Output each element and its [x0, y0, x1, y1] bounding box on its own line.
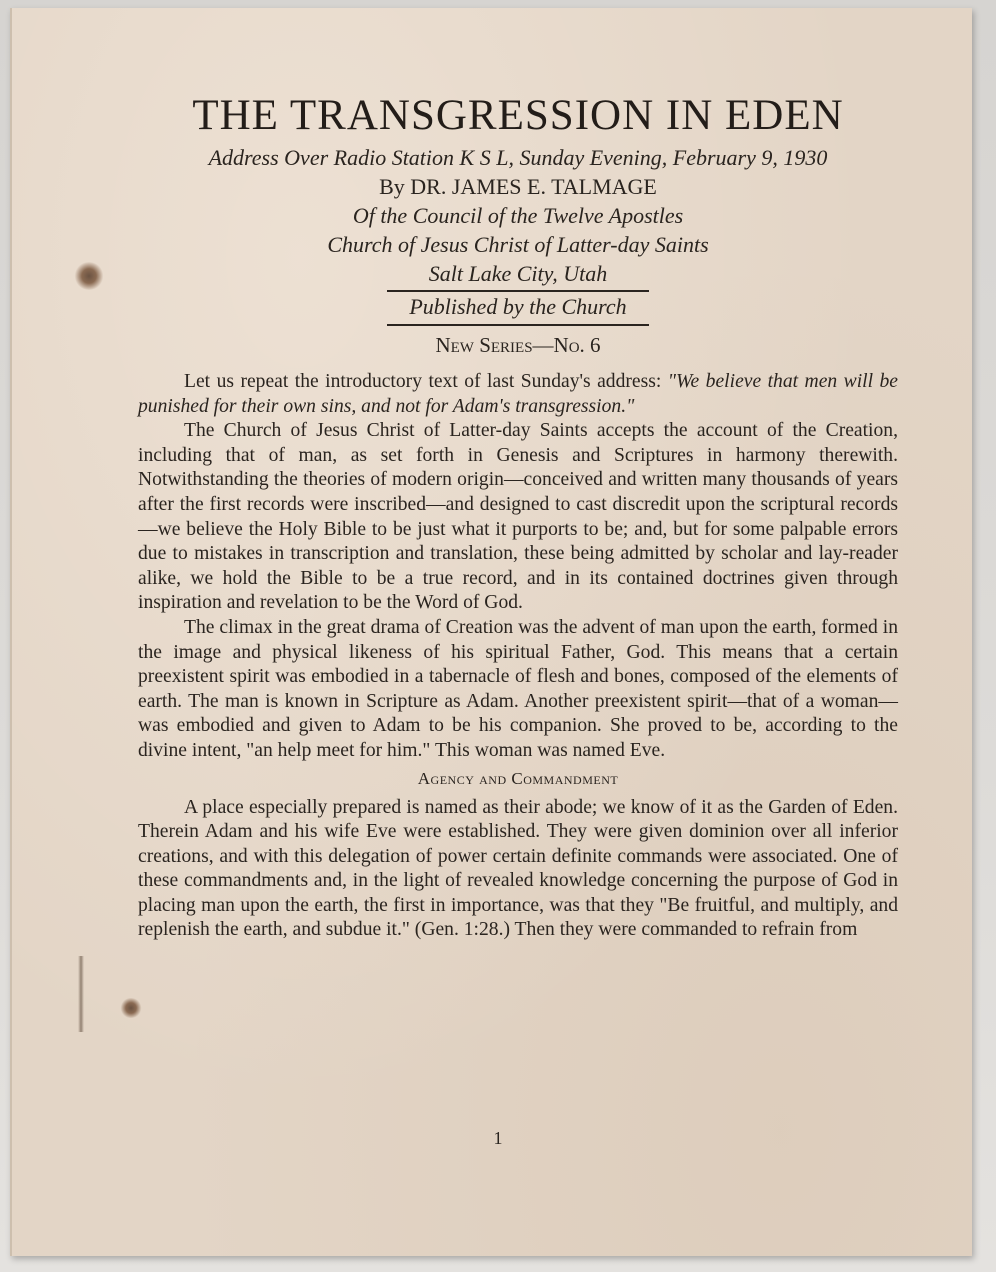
location: Salt Lake City, Utah — [428, 261, 608, 286]
paragraph-climax-of-creation: The climax in the great drama of Creation was the advent of man upon the earth, formed in the image and physical likeness of his spiritual Father, God. This means that a certain preexistent spirit was embodied in a tabernacle of flesh and bones, composed of the elements of earth. The man is known in Scripture as Adam. Another preexistent spirit—that of a woman—was embodied and given to Adam to be his companion. She proved to be, according to the divine intent, "an help meet for him." This woman was named Eve. — [138, 616, 898, 761]
page-number: 1 — [493, 1128, 503, 1148]
author-line — [138, 172, 898, 201]
church-name: Church of Jesus Christ of Latter-day Saints — [327, 232, 709, 257]
address-subtitle: Address Over Radio Station K S L, Sunday Evening, February 9, 1930 — [208, 145, 828, 170]
intro-text: Let us repeat the introductory text of last Sunday's address: — [184, 371, 668, 392]
paragraph-intro — [138, 370, 898, 419]
document-title: THE TRANSGRESSION IN EDEN — [192, 92, 844, 139]
section-heading: Agency and Commandment — [417, 768, 619, 788]
paragraph-garden-of-eden: A place especially prepared is named as their abode; we know of it as the Garden of Eden. Therein Adam and his wife Eve were established. They were given dominion over all inferior creations, and with this delegation of power certain definite commands were associated. One of these commandments and, in the light of revealed knowledge concerning the purpose of God in placing man upon the earth, the first in importance, was that they "Be fruitful, and multiply, and replenish the earth, and subdue it." (Gen. 1:28.) Then they were commanded to refrain from — [138, 796, 898, 941]
divider-rule-bottom — [387, 324, 649, 326]
author-prefix: By — [379, 174, 405, 199]
author-name: DR. JAMES E. TALMAGE — [410, 174, 657, 199]
spine-binding-mark — [78, 956, 84, 1032]
staple-hole-stain-bottom — [120, 998, 142, 1018]
series-number: New Series—No. 6 — [435, 333, 601, 357]
paragraph-creation-account: The Church of Jesus Christ of Latter-day Saints accepts the account of the Creation, including that of man, as set forth in Genesis and Scriptures in harmony therewith. Notwithstanding the theories of modern origin—conceived and written many thousands of years after the first records were inscribed—and designed to cast discredit upon the scriptural records—we believe the Holy Bible to be just what it purports to be; and, but for some palpable errors due to mistakes in transcription and translation, these being admitted by scholar and lay-reader alike, we hold the Bible to be a true record, and in its contained doctrines given through inspiration and revelation to be the Word of God. — [138, 420, 898, 614]
author-role: Of the Council of the Twelve Apostles — [352, 203, 684, 228]
page-content — [138, 88, 898, 943]
staple-hole-stain-top — [74, 262, 104, 290]
intro-quote: "We believe that men will be punished for their own sins, and not for Adam's transgression." — [138, 371, 898, 417]
publisher-line: Published by the Church — [409, 294, 627, 319]
